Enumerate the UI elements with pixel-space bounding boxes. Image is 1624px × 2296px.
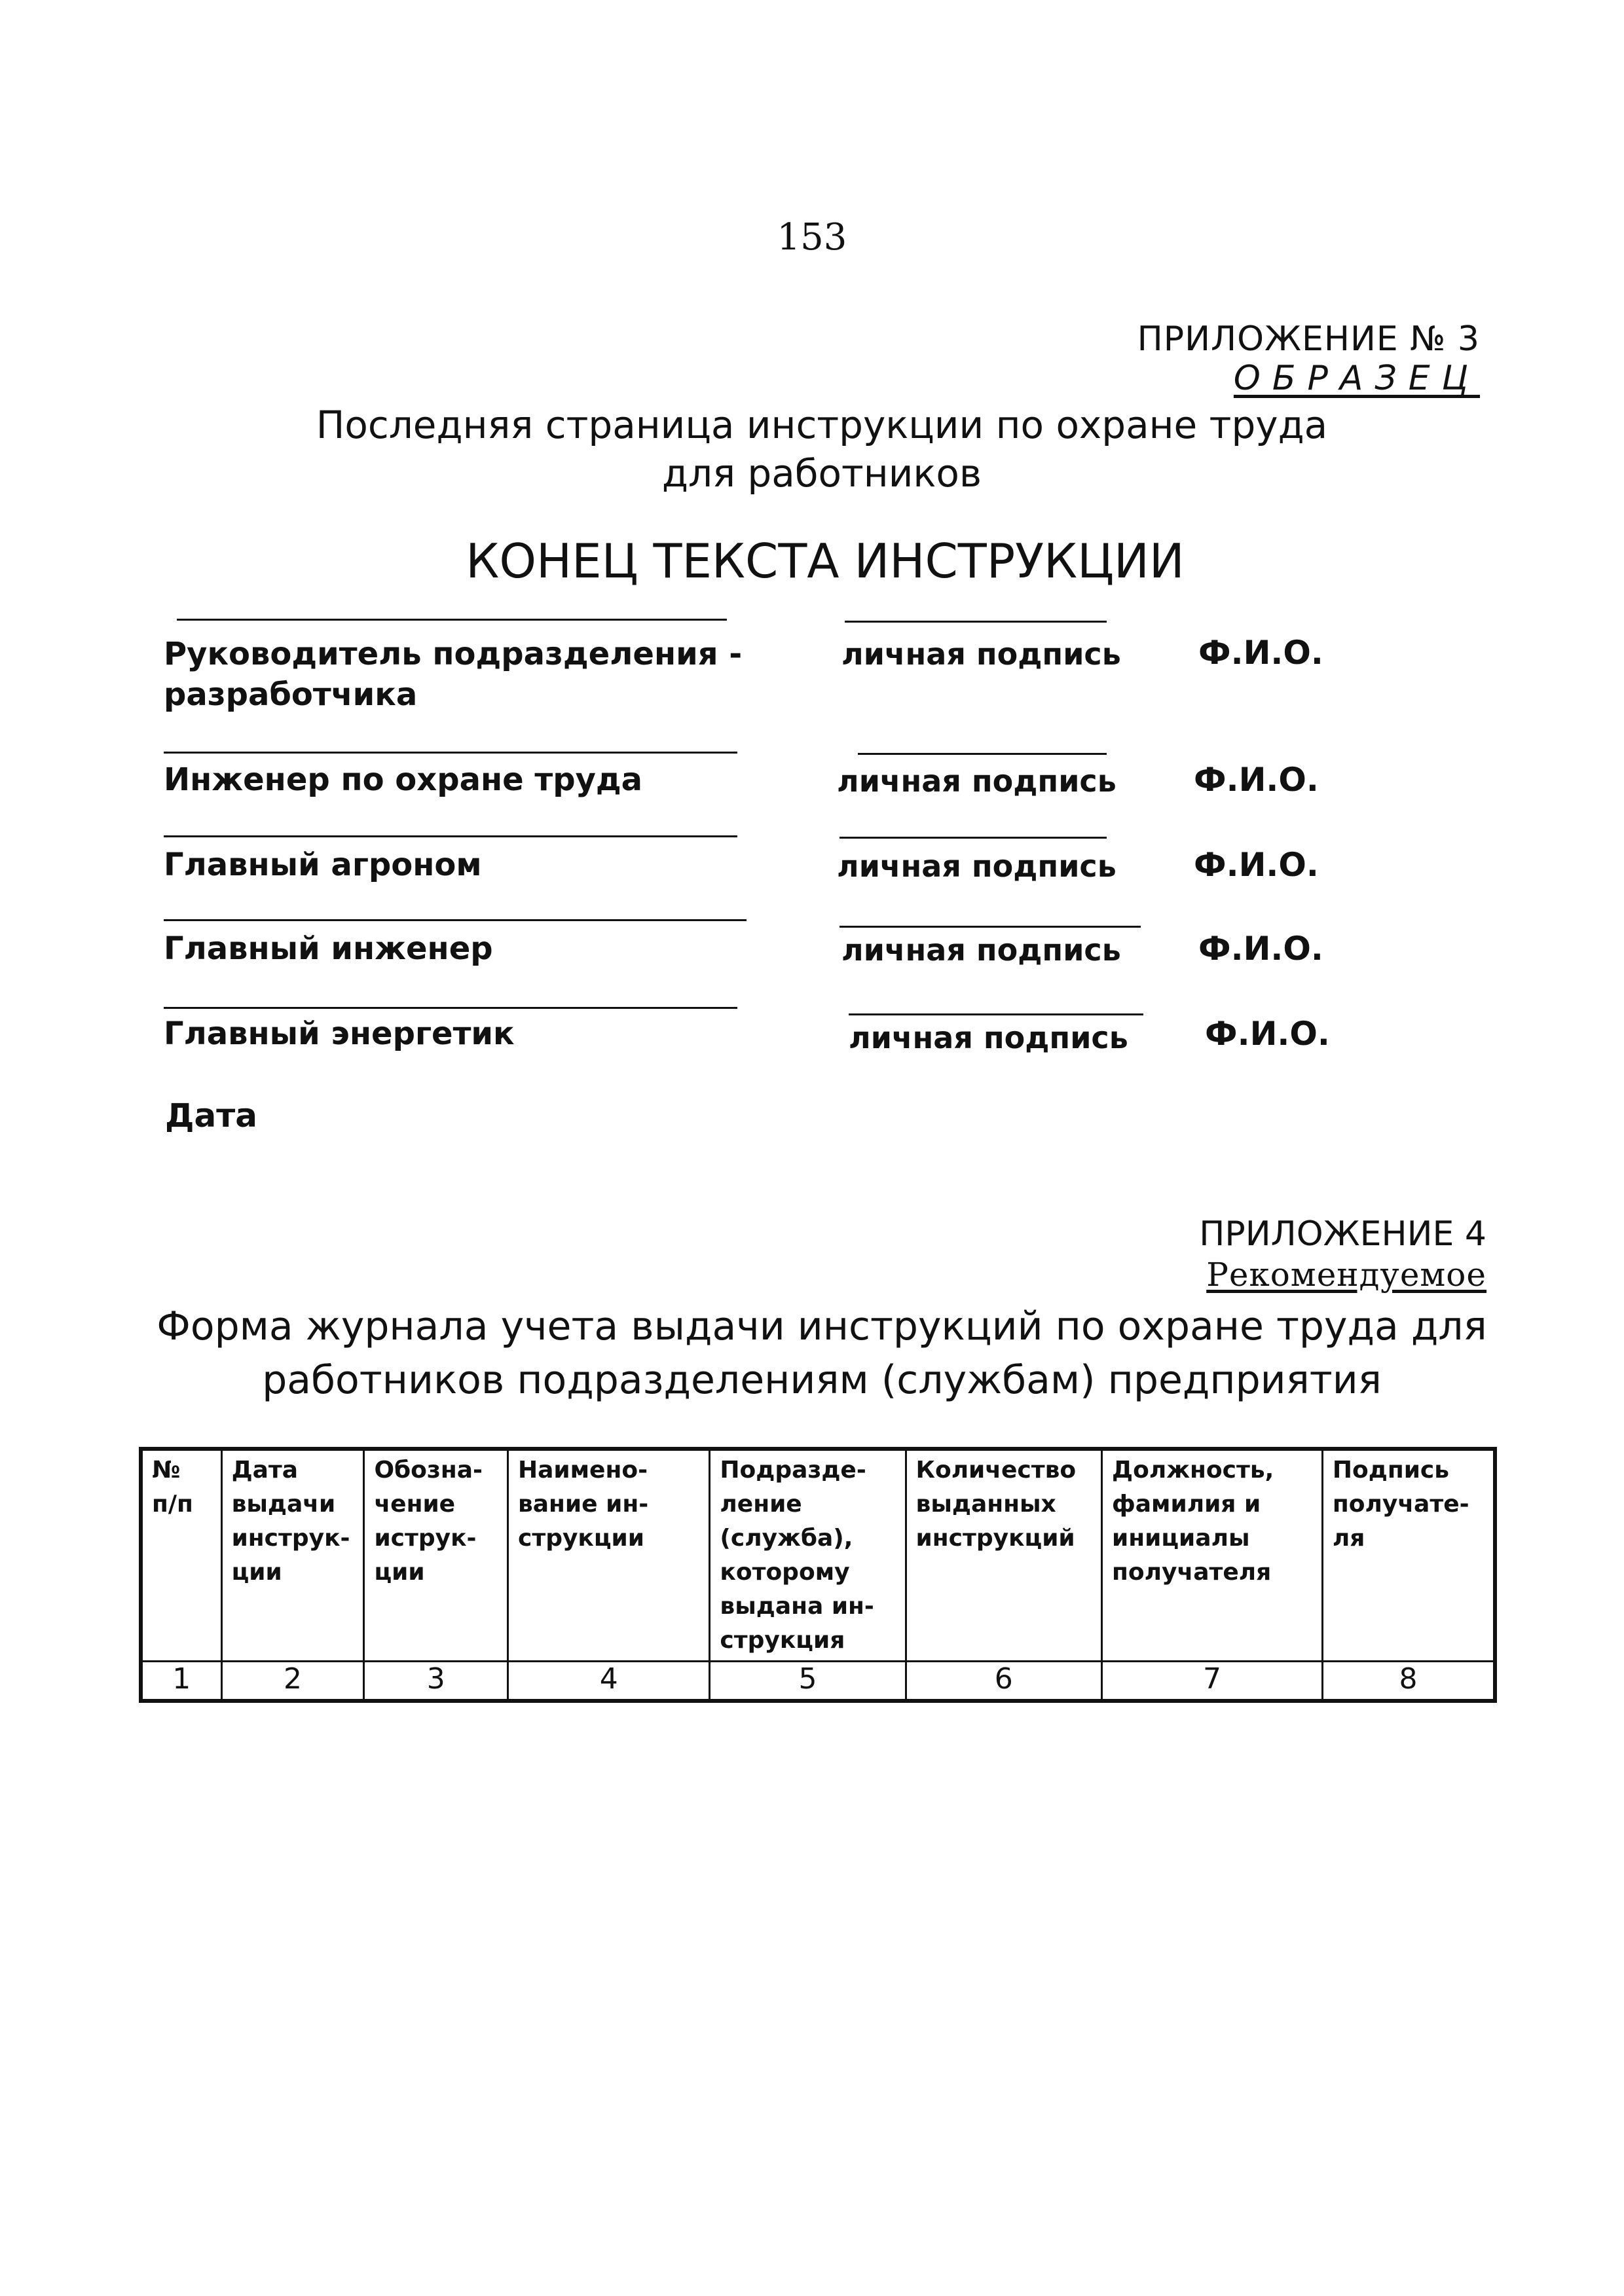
role-line [164,752,737,754]
column-number-cell: 3 [364,1662,508,1702]
appendix4-title-line2: работников подразделениям (службам) предприятия [262,1357,1382,1403]
page-number: 153 [777,216,847,259]
signature-fio: Ф.И.О. [1194,846,1319,884]
signature-placeholder: личная подпись [841,636,1121,672]
appendix4-title [0,1300,1624,1407]
header-cell-name: Наимено- вание ин- струкции [507,1449,709,1662]
role-line [177,619,727,621]
role-line [164,919,747,921]
signature-placeholder: личная подпись [849,1020,1128,1055]
appendix4-title-line1: Форма журнала учета выдачи инструкций по охране труда для [157,1303,1487,1349]
signature-role: Инженер по охране труда [164,761,643,798]
column-number-cell: 7 [1102,1662,1323,1702]
signature-placeholder: личная подпись [837,848,1116,884]
date-label: Дата [165,1097,257,1135]
signature-role: Главный агроном [164,847,482,883]
appendix3-title [0,401,1624,498]
signature-role: Главный энергетик [164,1015,515,1052]
signature-fio: Ф.И.О. [1205,1015,1330,1053]
signature-fio: Ф.И.О. [1198,930,1323,968]
header-cell-designation: Обозна- чение иструк- ции [364,1449,508,1662]
signature-line [840,837,1107,839]
appendix3-label: ПРИЛОЖЕНИЕ № 3 [1137,319,1480,359]
signature-fio: Ф.И.О. [1194,761,1319,799]
appendix3-title-line1: Последняя страница инструкции по охране труда [316,403,1328,447]
column-number-cell: 1 [141,1662,221,1702]
signature-line [858,753,1107,755]
role-line [164,835,737,837]
column-number-cell: 6 [906,1662,1102,1702]
signature-line [845,621,1107,623]
appendix3-title-line2: для работников [661,451,982,496]
column-number-cell: 2 [221,1662,364,1702]
table-header-row [141,1449,1495,1662]
table-number-row [141,1662,1495,1702]
signature-line [840,926,1141,928]
header-cell-quantity: Количество выданных инструкций [906,1449,1102,1662]
header-cell-recipient: Должность, фамилия и инициалы получателя [1102,1449,1323,1662]
role-line [164,1007,737,1009]
journal-table [139,1447,1497,1703]
recommended-mark: Рекомендуемое [1206,1256,1486,1294]
header-cell-issue-date: Дата выдачи инструк- ции [221,1449,364,1662]
signature-role: Руководитель подразделения - разработчика [164,636,743,713]
appendix4-label: ПРИЛОЖЕНИЕ 4 [1199,1214,1486,1254]
header-cell-signature: Подпись получате- ля [1322,1449,1495,1662]
signature-line [849,1013,1143,1015]
column-number-cell: 5 [710,1662,906,1702]
column-number-cell: 4 [507,1662,709,1702]
signature-placeholder: личная подпись [837,763,1116,799]
signature-role: Главный инженер [164,930,493,967]
header-cell-department: Подразде- ление (служба), которому выдана ин- струкция [710,1449,906,1662]
end-heading: КОНЕЦ ТЕКСТА ИНСТРУКЦИИ [466,534,1185,589]
signature-fio: Ф.И.О. [1198,634,1323,672]
column-number-cell: 8 [1322,1662,1495,1702]
header-cell-number: № п/п [141,1449,221,1662]
sample-mark: ОБРАЗЕЦ [1233,359,1480,398]
signature-placeholder: личная подпись [841,932,1121,968]
